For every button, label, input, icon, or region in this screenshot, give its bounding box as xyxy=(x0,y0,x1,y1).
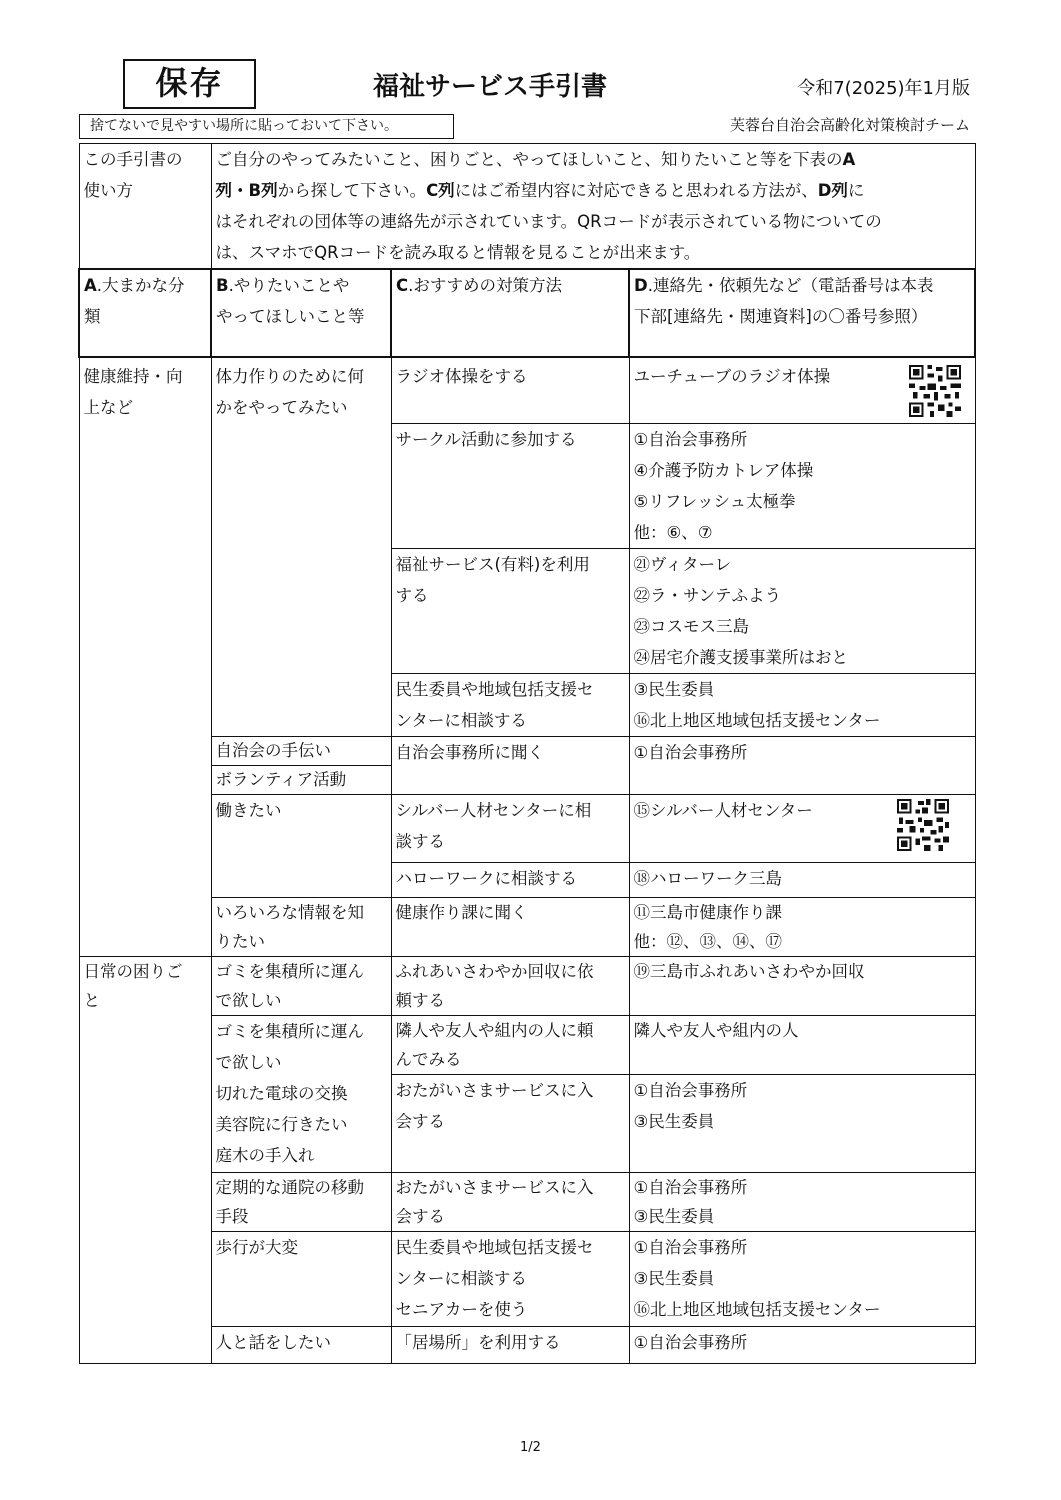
wish-cell: 働きたい xyxy=(211,794,391,897)
wish-cell: ゴミを集積所に運ん で欲しい xyxy=(211,956,391,1015)
column-header-a: A.大まかな分 類 xyxy=(79,269,211,357)
contact-cell: ⑪三島市健康作り課 他：⑫、⑬、⑭、⑰ xyxy=(629,897,975,956)
method-cell: おたがいさまサービスに入 会する xyxy=(391,1074,629,1172)
table-row xyxy=(79,1015,975,1074)
intro-label xyxy=(79,144,211,270)
method-cell: ラジオ体操をする xyxy=(391,357,629,423)
wish-cell: いろいろな情報を知 りたい xyxy=(211,897,391,956)
intro-text xyxy=(211,144,975,270)
table-row xyxy=(79,794,975,862)
method-cell: サークル活動に参加する xyxy=(391,423,629,548)
method-cell: ハローワークに相談する xyxy=(391,862,629,897)
column-header-d: D.連絡先・依頼先など（電話番号は本表 下部[連絡先・関連資料]の〇番号参照） xyxy=(629,269,975,357)
table-row xyxy=(79,1326,975,1363)
contact-cell: 隣人や友人や組内の人 xyxy=(629,1015,975,1074)
contact-cell: ①自治会事務所 ③民生委員 xyxy=(629,1172,975,1231)
intro-line: は、スマホでQRコードを読み取ると情報を見ることが出来ます。 xyxy=(215,243,701,262)
method-cell: 健康作り課に聞く xyxy=(391,897,629,956)
edition-label: 令和7(2025)年1月版 xyxy=(797,78,970,99)
wish-cell: ゴミを集積所に運ん で欲しい 切れた電球の交換 美容院に行きたい 庭木の手入れ xyxy=(211,1015,391,1172)
contact-cell: ⑱ハローワーク三島 xyxy=(629,862,975,897)
table-row xyxy=(79,956,975,1015)
intro-label-line: 使い方 xyxy=(83,181,133,200)
qr-code-radio-exercise-icon[interactable] xyxy=(909,365,961,417)
table-row xyxy=(79,736,975,765)
save-stamp: 保存 xyxy=(123,59,256,109)
wish-cell: 体力作りのために何 かをやってみたい xyxy=(211,357,391,736)
table-row xyxy=(79,357,975,423)
intro-line: ご自分のやってみたいこと、困りごと、やってほしいこと、知りたいこと等を下表のA xyxy=(215,150,856,169)
contact-cell: ㉑ヴィターレ ㉒ラ・サンテふよう ㉓コスモス三島 ㉔居宅介護支援事業所はおと xyxy=(629,548,975,673)
contact-cell: ①自治会事務所 ④介護予防カトレア体操 ⑤リフレッシュ太極拳 他：⑥、⑦ xyxy=(629,423,975,548)
category-health: 健康維持・向 上など xyxy=(79,357,211,956)
organization-label: 芙蓉台自治会高齢化対策検討チーム xyxy=(729,116,970,134)
table-row xyxy=(79,1172,975,1231)
method-cell: 民生委員や地域包括支援セ ンターに相談する xyxy=(391,673,629,736)
wish-cell: 自治会の手伝い xyxy=(211,736,391,765)
contact-cell: ①自治会事務所 ③民生委員 xyxy=(629,1074,975,1172)
contact-cell: ③民生委員 ⑯北上地区地域包括支援センター xyxy=(629,673,975,736)
category-daily: 日常の困りご と xyxy=(79,956,211,1363)
page-number: 1/2 xyxy=(520,1440,541,1455)
contact-cell: ⑲三島市ふれあいさわやか回収 xyxy=(629,956,975,1015)
column-header-c: C.おすすめの対策方法 xyxy=(391,269,629,357)
intro-line: はそれぞれの団体等の連絡先が示されています。QRコードが表示されている物についての xyxy=(215,212,882,231)
column-header-b: B.やりたいことや やってほしいこと等 xyxy=(211,269,391,357)
column-header-row xyxy=(79,269,975,357)
contact-cell: ユーチューブのラジオ体操 xyxy=(629,357,975,423)
document-title: 福祉サービス手引書 xyxy=(372,72,607,102)
intro-row xyxy=(79,144,975,270)
method-cell: おたがいさまサービスに入 会する xyxy=(391,1172,629,1231)
contact-cell: ①自治会事務所 xyxy=(629,736,975,794)
contact-cell: ①自治会事務所 ③民生委員 ⑯北上地区地域包括支援センター xyxy=(629,1231,975,1326)
notice-box: 捨てないで見やすい場所に貼っておいて下さい。 xyxy=(79,114,454,139)
contact-cell: ⑮シルバー人材センター xyxy=(629,794,975,862)
table-row xyxy=(79,897,975,956)
intro-label-line: この手引書の xyxy=(83,150,183,169)
method-cell: 自治会事務所に聞く xyxy=(391,736,629,794)
method-cell: 隣人や友人や組内の人に頼 んでみる xyxy=(391,1015,629,1074)
method-cell: 「居場所」を利用する xyxy=(391,1326,629,1363)
wish-cell: 定期的な通院の移動 手段 xyxy=(211,1172,391,1231)
qr-code-silver-center-icon[interactable] xyxy=(897,799,949,851)
wish-cell: ボランティア活動 xyxy=(211,765,391,794)
intro-line: 列・B列から探して下さい。C列にはご希望内容に対応できると思われる方法が、D列に xyxy=(215,181,865,200)
wish-cell: 歩行が大変 xyxy=(211,1231,391,1326)
wish-cell: 人と話をしたい xyxy=(211,1326,391,1363)
service-guide-table xyxy=(78,143,976,1364)
contact-cell: ①自治会事務所 xyxy=(629,1326,975,1363)
method-cell: 民生委員や地域包括支援セ ンターに相談する セニアカーを使う xyxy=(391,1231,629,1326)
method-cell: シルバー人材センターに相 談する xyxy=(391,794,629,862)
method-cell: ふれあいさわやか回収に依 頼する xyxy=(391,956,629,1015)
method-cell: 福祉サービス(有料)を利用 する xyxy=(391,548,629,673)
table-row xyxy=(79,1231,975,1326)
